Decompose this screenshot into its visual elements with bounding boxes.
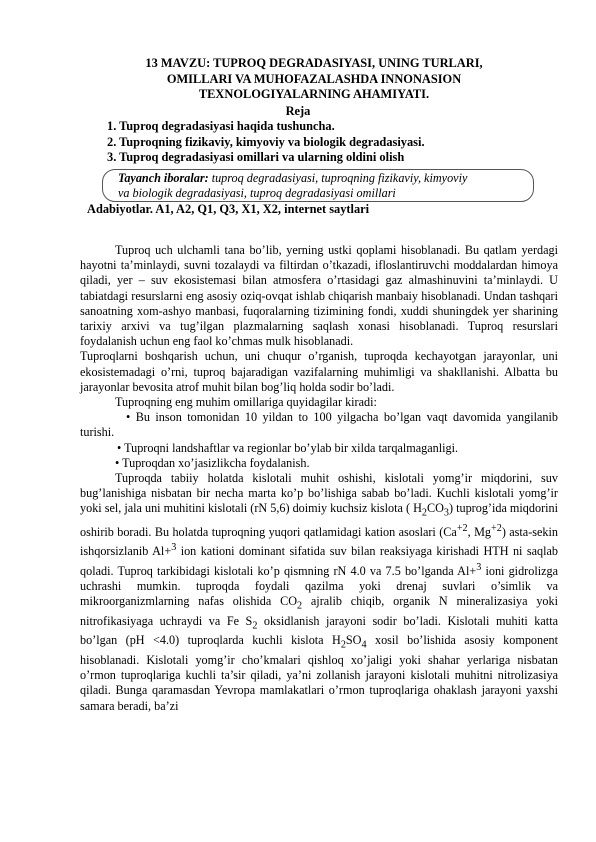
- p4-sub-5: 2: [340, 639, 346, 651]
- bullet-item-2: • Tuproqni landshaftlar va regionlar bo’ylab bir xilda tarqalmaganligi.: [117, 440, 459, 455]
- p4-sub-1: 2: [421, 507, 427, 519]
- p4-text-e: ) asta-sekin ishqorsizlanib Al+: [80, 525, 558, 559]
- paragraph-2: Tuproqlarni boshqarish uchun, uni chuqur o’rganish, tuproqda kechayotgan jarayonlar, uni ekosistemadagi o’rni, tuproq bajaradigan vazifalarning muhimligi va shakllanishi. Albatta bu jarayonlar bevosita atrof muhit bilan bog’liq holda sodir bo’ladi.: [80, 349, 558, 394]
- p4-text-b: CO: [426, 501, 444, 516]
- references-line: Adabiyotlar. A1, A2, Q1, Q3, X1, X2, internet saytlari: [87, 202, 370, 216]
- keywords-line-2: va biologik degradasiyasi, tuproq degradasiyasi omillari: [118, 185, 396, 200]
- bullet-item-1: • Bu inson tomonidan 10 yildan to 100 yilgacha bo’lgan vaqt davomida yangilanib turishi.: [80, 410, 558, 440]
- paragraph-3: Tuproqning eng muhim omillariga quyidagilar kiradi:: [115, 395, 377, 410]
- title-line-1: 13 MAVZU: TUPROQ DEGRADASIYASI, UNING TURLARI,: [145, 56, 483, 70]
- p4-sup-2: +2: [491, 523, 502, 535]
- plan-heading: Reja: [285, 104, 311, 118]
- p4-text-g: ioni gidrolizga uchrashi mumkin. tuproqda foydali qazilma yoki drenaj suvlari o’simlik va mikroorganizmlarning nafas olishida CO: [80, 563, 559, 609]
- p4-sup-4: 3: [476, 561, 482, 573]
- plan-list: [107, 119, 425, 166]
- plan-item-2: 2. Tuproqning fizikaviy, kimyoviy va biologik degradasiyasi.: [107, 134, 425, 149]
- p4-text-k: xosil bo’lishida asosiy komponent hisoblanadi. Kislotali yomg’ir cho’kmalari qishloq xo’jaligi yoki shahar yerlariga nisbatan o’rmon tuproqlariga kuchli ta’sir qiladi, ya’ni zollanish jarayoni kislotali muhitni nitrolizasiya qiladi. Bunga qaramasdan Yevropa mamlakatlari o’rmon tuproqlariga ohaklash jarayoni yaxshi samara beradi, ba’zi: [80, 633, 558, 713]
- p4-sub-3: 2: [297, 600, 303, 612]
- p4-text-h: ajralib chiqib, organik N mineralizasiya yoki nitrofikasiyaga uchraydi va Fe S: [80, 594, 558, 628]
- paragraph-1: Tuproq uch ulchamli tana bo’lib, yerning ustki qoplami hisoblanadi. Bu qatlam yerdagi hayotni ta’minlaydi, suvni tozalaydi va filtirdan o’tkazadi, ifloslantiruvchi moddalardan himoya qiladi, yer – suv ekosistemasi bilan atmosfera o’rtasidagi gaz almashinuvini ta’minlaydi. U tabiatdagi resurslarni eng asosiy oziq-ovqat ishlab chiqarish manbaiy hisoblanadi. Undan tashqari sanoatning xom-ashyo manbasi, fuqoralarning tizimining fondi, xuddi shuningdek yer sharining tarixiy arxivi va tug’ilgan plazmalarning saqlash xonasi hisoblanadi. Tuproq resurslari foydalanish uchun eng faol ko’chmas mulk hisoblanadi.: [80, 243, 558, 349]
- paragraph-4: [80, 471, 558, 714]
- bullet-item-3: • Tuproqdan xo’jasizlikcha foydalanish.: [115, 455, 310, 470]
- p4-sub-6: 4: [361, 639, 367, 651]
- p4-text-i: oksidlanish jarayoni sodir bo’ladi. Kislotali muhiti katta bo’lgan (pH <4.0) tuproqlarda kuchli kislota H: [80, 613, 558, 648]
- title-line-3: TEXNOLOGIYALARNING AHAMIYATI.: [198, 87, 430, 101]
- p4-text-c: ) tuprog’ida miqdorini oshirib boradi. Bu holatda tuproqning yuqori qatlamidagi kation asoslari (Ca: [80, 501, 558, 540]
- plan-item-3: 3. Tuproq degradasiyasi omillari va ularning oldini olish: [107, 150, 405, 164]
- body-text: [80, 243, 558, 714]
- p4-sub-2: 3: [443, 507, 449, 519]
- p4-sup-1: +2: [456, 523, 468, 535]
- p4-text-f: ion kationi dominant sifatida suv bilan reaksiyaga kirishadi HTH ni saqlab qoladi. Tuproq tarkibidagi kislotali ko’p qismning rN 4.0 va 7.5 bo’lganda Al+: [80, 544, 559, 578]
- keywords-text: [118, 171, 538, 200]
- keywords-line-1: tuproq degradasiyasi, tuproqning fizikaviy, kimyoviy: [208, 171, 468, 185]
- p4-text-a: Tuproqda tabiiy holatda kislotali muhit oshishi, kislotali yomg’ir miqdorini, suv bug’lanishiga nisbatan bir necha marta ko’p bo’lishiga sabab bo’ladi. Kuchli kislotali yomg’ir yoki sel, jala uni muhitini kislotali (rN 5,6) doimiy kuchsiz kislota ( H: [80, 471, 558, 516]
- p4-sub-4: 2: [252, 620, 258, 632]
- keywords-label: Tayanch iboralar:: [118, 171, 209, 185]
- p4-text-d: , Mg: [467, 525, 491, 540]
- plan-item-1: 1. Tuproq degradasiyasi haqida tushuncha.: [107, 119, 335, 133]
- p4-text-j: SO: [345, 633, 362, 648]
- page-title: [80, 56, 548, 103]
- p4-sup-3: 3: [171, 542, 177, 554]
- title-line-2: OMILLARI VA MUHOFAZALASHDA INNONASION: [166, 71, 462, 86]
